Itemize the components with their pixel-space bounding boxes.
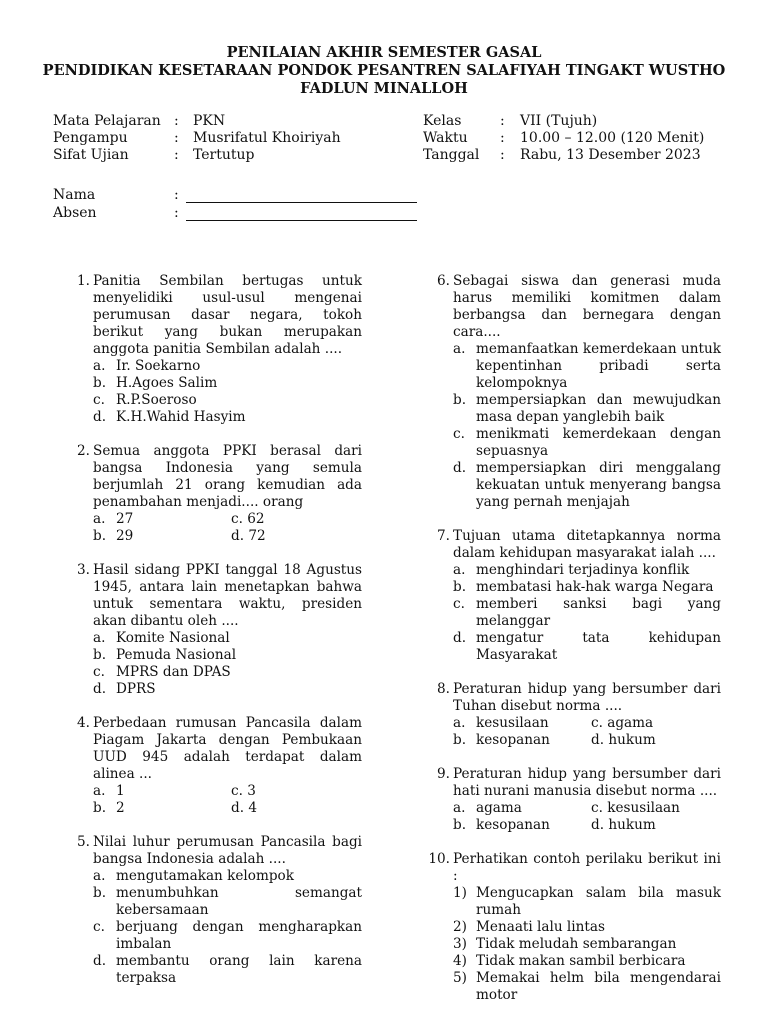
option-d[interactable]: d. hukum <box>591 732 656 748</box>
question-4 <box>70 715 362 817</box>
option-letter: a. <box>93 511 106 527</box>
option-a[interactable] <box>93 783 231 800</box>
option-a[interactable] <box>93 630 362 647</box>
kelas-label: Kelas <box>423 113 462 129</box>
item-text: Tidak meludah sembarangan <box>476 936 677 952</box>
question-number: 1. <box>77 273 90 289</box>
question-text: Nilai luhur perumusan Pancasila bagi bangsa Indonesia adalah .... <box>93 834 362 867</box>
option-c[interactable] <box>93 664 362 681</box>
question-10 <box>430 851 721 1004</box>
questions-right-column <box>430 273 721 1021</box>
option-letter: c. <box>453 596 465 612</box>
question-text: Semua anggota PPKI berasal dari bangsa Indonesia yang semula berjumlah 21 orang kemudian ada penambahan menjadi.... orang <box>93 443 362 510</box>
option-row <box>93 528 362 545</box>
question-number: 6. <box>437 273 450 289</box>
option-letter: a. <box>453 715 466 731</box>
option-c[interactable] <box>93 392 362 409</box>
questions-left-column <box>70 273 362 1004</box>
option-letter: b. <box>93 885 107 901</box>
header-title: PENILAIAN AKHIR SEMESTER GASAL <box>226 44 542 61</box>
pengampu-label: Pengampu <box>53 130 128 146</box>
option-b[interactable] <box>453 579 721 596</box>
absen-label: Absen <box>53 205 97 221</box>
option-letter: c. <box>93 919 105 935</box>
option-letter: d. <box>453 630 467 646</box>
question-number: 2. <box>77 443 90 459</box>
colon: : <box>500 130 505 146</box>
option-a[interactable] <box>93 868 362 885</box>
question-text: Sebagai siswa dan generasi muda harus memiliki komitmen dalam berbangsa dan bernegara dengan cara.... <box>453 273 721 340</box>
option-a[interactable] <box>453 800 591 817</box>
colon: : <box>174 147 179 163</box>
mapel-label: Mata Pelajaran <box>53 113 161 129</box>
option-d[interactable] <box>453 460 721 511</box>
option-text: menumbuhkan semangat kebersamaan <box>116 885 362 918</box>
option-text: menikmati kemerdekaan dengan sepuasnya <box>476 426 721 459</box>
option-a[interactable] <box>453 715 591 732</box>
option-text: memanfaatkan kemerdekaan untuk kepentinhan pribadi serta kelompoknya <box>476 341 721 391</box>
option-letter: d. <box>93 953 107 969</box>
option-text: memberi sanksi bagi yang melanggar <box>476 596 721 629</box>
mapel-value: PKN <box>193 113 226 129</box>
option-letter: a. <box>453 562 466 578</box>
sifat-value: Tertutup <box>193 147 255 163</box>
question-8 <box>430 681 721 749</box>
option-letter: b. <box>453 579 467 595</box>
question-1 <box>70 273 362 426</box>
item-number: 4) <box>453 953 467 969</box>
option-b[interactable] <box>93 885 362 919</box>
option-letter: b. <box>453 392 467 408</box>
option-text: 27 <box>116 511 134 527</box>
tanggal-label: Tanggal <box>423 147 480 163</box>
colon: : <box>500 113 505 129</box>
item-text: Menaati lalu lintas <box>476 919 605 935</box>
question-9 <box>430 766 721 834</box>
item-text: Tidak makan sambil berbicara <box>476 953 686 969</box>
question-number: 7. <box>437 528 450 544</box>
question-text: Hasil sidang PPKI tanggal 18 Agustus 1945, antara lain menetapkan bahwa untuk sementara waktu, presiden akan dibantu oleh .... <box>93 562 362 629</box>
header-subtitle: PENDIDIKAN KESETARAAN PONDOK PESANTREN SALAFIYAH TINGAKT WUSTHO <box>42 62 726 79</box>
option-text: kesopanan <box>476 732 550 748</box>
option-a[interactable] <box>93 511 231 528</box>
option-letter: a. <box>93 630 106 646</box>
option-letter: a. <box>93 783 106 799</box>
option-text: mempersiapkan dan mewujudkan masa depan yanglebih baik <box>476 392 721 425</box>
item-number: 5) <box>453 970 467 986</box>
option-letter: a. <box>93 358 106 374</box>
question-number: 5. <box>77 834 90 850</box>
option-row <box>93 783 362 800</box>
option-d[interactable] <box>453 630 721 664</box>
waktu-value: 10.00 – 12.00 (120 Menit) <box>520 130 705 146</box>
waktu-label: Waktu <box>423 130 468 146</box>
question-number: 3. <box>77 562 90 578</box>
question-6 <box>430 273 721 511</box>
option-text: agama <box>476 800 522 816</box>
tanggal-value: Rabu, 13 Desember 2023 <box>520 147 701 163</box>
option-letter: b. <box>93 528 107 544</box>
question-number: 9. <box>437 766 450 782</box>
colon: : <box>500 147 505 163</box>
item-text: Mengucapkan salam bila masuk rumah <box>476 885 721 918</box>
item-number: 1) <box>453 885 467 901</box>
option-letter: a. <box>453 341 466 357</box>
option-text: berjuang dengan mengharapkan imbalan <box>116 919 362 952</box>
option-text: 1 <box>116 783 125 799</box>
option-row <box>93 800 362 817</box>
option-letter: c. <box>453 426 465 442</box>
option-letter: c. <box>93 392 105 408</box>
question-text: Peraturan hidup yang bersumber dari Tuhan disebut norma .... <box>453 681 721 714</box>
option-letter: d. <box>93 409 107 425</box>
header-school: FADLUN MINALLOH <box>300 80 468 97</box>
option-text: membatasi hak-hak warga Negara <box>476 579 714 595</box>
option-text: Pemuda Nasional <box>116 647 237 663</box>
option-b[interactable] <box>453 732 591 749</box>
option-text: Komite Nasional <box>116 630 230 646</box>
option-letter: d. <box>453 460 467 476</box>
option-c[interactable]: c. 3 <box>231 783 256 799</box>
question-text: Perhatikan contoh perilaku berikut ini : <box>453 851 721 884</box>
option-b[interactable] <box>93 647 362 664</box>
option-letter: b. <box>453 817 467 833</box>
colon: : <box>174 187 179 203</box>
option-text: kesusilaan <box>476 715 549 731</box>
question-text: Peraturan hidup yang bersumber dari hati nurani manusia disebut norma .... <box>453 766 721 799</box>
kelas-value: VII (Tujuh) <box>520 113 598 129</box>
option-letter: b. <box>93 647 107 663</box>
question-text: Panitia Sembilan bertugas untuk menyelidiki usul-usul mengenai perumusan dasar negara, tokoh berikut yang bukan merupakan anggota panitia Sembilan adalah .... <box>93 273 362 357</box>
option-row <box>453 800 721 817</box>
option-b[interactable] <box>93 800 231 817</box>
question-number: 10. <box>428 851 450 867</box>
option-row <box>453 715 721 732</box>
option-c[interactable]: c. 62 <box>231 511 265 527</box>
option-letter: d. <box>93 681 107 697</box>
option-b[interactable] <box>93 528 231 545</box>
option-text: H.Agoes Salim <box>116 375 218 391</box>
option-c[interactable]: c. kesusilaan <box>591 800 680 816</box>
option-letter: b. <box>93 800 107 816</box>
question-2 <box>70 443 362 545</box>
option-text: menghindari terjadinya konflik <box>476 562 690 578</box>
option-letter: a. <box>93 868 106 884</box>
option-d[interactable] <box>93 953 362 987</box>
option-letter: c. <box>93 664 105 680</box>
option-c[interactable] <box>453 596 721 630</box>
option-text: R.P.Soeroso <box>116 392 197 408</box>
option-text: kesopanan <box>476 817 550 833</box>
option-text: mengatur tata kehidupan Masyarakat <box>476 630 721 663</box>
option-a[interactable] <box>453 341 721 392</box>
question-7 <box>430 528 721 664</box>
option-text: 2 <box>116 800 125 816</box>
option-c[interactable] <box>453 426 721 460</box>
option-d[interactable]: d. 72 <box>231 528 266 544</box>
question-text: Perbedaan rumusan Pancasila dalam Piagam Jakarta dengan Pembukaan UUD 945 adalah terdapat dalam alinea ... <box>93 715 362 782</box>
question-5 <box>70 834 362 987</box>
list-item-2 <box>453 919 721 936</box>
option-c[interactable] <box>93 919 362 953</box>
sifat-label: Sifat Ujian <box>53 147 129 163</box>
option-letter: b. <box>93 375 107 391</box>
option-d[interactable] <box>93 409 362 426</box>
question-text: Tujuan utama ditetapkannya norma dalam kehidupan masyarakat ialah .... <box>453 528 721 561</box>
option-b[interactable] <box>453 392 721 426</box>
item-number: 3) <box>453 936 467 952</box>
colon: : <box>174 130 179 146</box>
item-text: Memakai helm bila mengendarai motor <box>476 970 721 1003</box>
option-text: K.H.Wahid Hasyim <box>116 409 246 425</box>
option-c[interactable]: c. agama <box>591 715 654 731</box>
option-text: DPRS <box>116 681 156 697</box>
option-b[interactable] <box>93 375 362 392</box>
list-item-3 <box>453 936 721 953</box>
option-text: Ir. Soekarno <box>116 358 201 374</box>
nama-field[interactable] <box>186 202 417 203</box>
question-number: 4. <box>77 715 90 731</box>
option-text: mempersiapkan diri menggalang kekuatan untuk menyerang bangsa yang pernah menjajah <box>476 460 721 510</box>
list-item-1 <box>453 885 721 919</box>
absen-field[interactable] <box>186 220 417 221</box>
option-row <box>453 732 721 749</box>
option-d[interactable]: d. hukum <box>591 817 656 833</box>
option-text: mengutamakan kelompok <box>116 868 294 884</box>
option-a[interactable] <box>93 358 362 375</box>
option-d[interactable] <box>93 681 362 698</box>
option-a[interactable] <box>453 562 721 579</box>
option-row <box>93 511 362 528</box>
colon: : <box>174 205 179 221</box>
nama-label: Nama <box>53 187 96 203</box>
option-row <box>453 817 721 834</box>
question-number: 8. <box>437 681 450 697</box>
option-letter: a. <box>453 800 466 816</box>
question-3 <box>70 562 362 698</box>
colon: : <box>174 113 179 129</box>
list-item-5 <box>453 970 721 1004</box>
option-text: MPRS dan DPAS <box>116 664 231 680</box>
option-d[interactable]: d. 4 <box>231 800 257 816</box>
option-letter: b. <box>453 732 467 748</box>
option-text: 29 <box>116 528 134 544</box>
list-item-4 <box>453 953 721 970</box>
option-b[interactable] <box>453 817 591 834</box>
option-text: membantu orang lain karena terpaksa <box>116 953 362 986</box>
item-number: 2) <box>453 919 467 935</box>
pengampu-value: Musrifatul Khoiriyah <box>193 130 341 146</box>
